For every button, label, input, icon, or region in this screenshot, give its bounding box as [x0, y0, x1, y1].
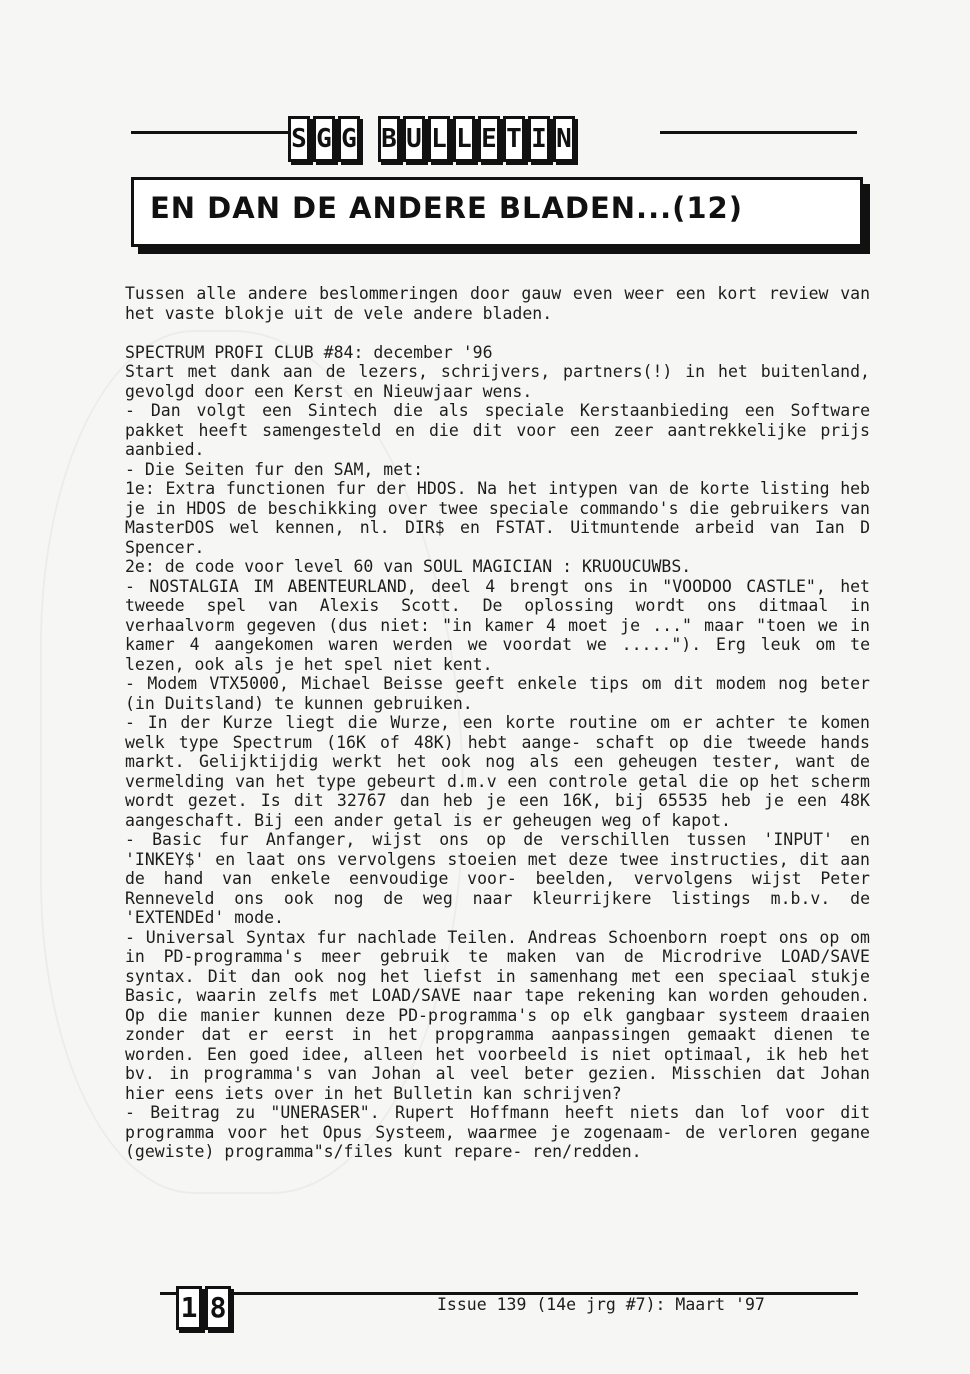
logo-letter: T — [503, 116, 525, 162]
issue-info: Issue 139 (14e jrg #7): Maart '97 — [437, 1295, 765, 1314]
paragraph: - NOSTALGIA IM ABENTEURLAND, deel 4 brengt ons in "VOODOO CASTLE", het tweede spel van Alexis Scott. De oplossing wordt ons ditmaal in verhaalvorm gegeven (dus niet: "in kamer 4 moet je ..." maar "toen we in kamer 4 aangekomen waren werden we voordat we ....."). Erg leuk om te lezen, ook als je het spel niet kent. — [125, 576, 870, 674]
paragraph: - Basic fur Anfanger, wijst ons op de verschillen tussen 'INPUT' en 'INKEY$' en laat ons vervolgens stoeien met deze twee instructies, dit aan de hand van enkele eenvoudige voor- beelden, vervolgens wijst Peter Renneveld ons ook nog de weg naar kleurrijkere listings m.b.v. de 'EXTENDEd' mode. — [125, 830, 870, 927]
logo-letter: N — [553, 116, 575, 162]
paragraph: - Beitrag zu "UNERASER". Rupert Hoffmann heeft niets dan lof voor dit programma voor het Opus Systeem, waarmee je zogenaam- de verloren gegane (gewiste) programma"s/files kunt repare- ren/redden. — [125, 1103, 870, 1161]
paragraph: 2e: de code voor level 60 van SOUL MAGICIAN : KRUOUCUWBS. — [125, 557, 692, 576]
bulletin-logo — [288, 116, 575, 162]
logo-letter: L — [428, 116, 450, 162]
paragraph: - Die Seiten fur den SAM, met: — [125, 459, 424, 479]
logo-letter: L — [453, 116, 475, 162]
logo-letter: G — [313, 116, 335, 162]
article-title: EN DAN DE ANDERE BLADEN...(12) — [150, 191, 743, 225]
logo-letter: I — [528, 116, 550, 162]
paragraph: 1e: Extra functionen fur der HDOS. Na het intypen van de korte listing heb je in HDOS de beschikking over twee speciale commando's die gebruikers van MasterDOS wel kennen, nl. DIR$ en FSTAT. Uitmuntende arbeid van Ian D Spencer. — [125, 479, 870, 557]
paragraph: - In der Kurze liegt die Wurze, een korte routine om er achter te komen welk type Spectrum (16K of 48K) hebt aange- schaft op die tweede hands markt. Gelijktijdig werkt het ook nog als een geheugen tester, want de vermelding van het type gebeurt d.m.v een controle getal die op het scherm wordt gezet. Is dit 32767 dan heb je een 16K, bij 65535 heb je een 48K aangeschaft. Bij een ander getal is er geheugen weg of kapot. — [125, 713, 870, 830]
logo-letter: B — [378, 116, 400, 162]
article-title-box — [131, 177, 863, 247]
paragraph: - Dan volgt een Sintech die als speciale Kerstaanbieding een Software pakket heeft samengesteld en die dit voor een zeer aantrekkelijke prijs aanbied. — [125, 401, 870, 459]
paragraph: - Modem VTX5000, Michael Beisse geeft enkele tips om dit modem nog beter (in Duitsland) te kunnen gebruiken. — [125, 674, 870, 713]
header-rule-right — [660, 131, 857, 134]
page-digit: 1 — [176, 1286, 202, 1330]
intro-paragraph: Tussen alle andere beslommeringen door gauw even weer een kort review van het vaste blokje uit de vele andere bladen. — [125, 284, 870, 323]
paragraph: - Universal Syntax fur nachlade Teilen. Andreas Schoenborn roept ons op om in PD-programma's meer gebruik te maken van de Microdrive LOAD/SAVE syntax. Dit dan ook nog het liefst in samenhang met een speciaal stukje Basic, waarin zelfs met LOAD/SAVE naar tape rekening kan worden gehouden. Op die manier kunnen deze PD-programma's op elk gangbaar systeem draaien zonder dat er eerst in het propgramma aanpassingen gemaakt dienen te worden. Een goed idee, alleen het voorbeeld is niet optimaal, ik heb het bv. in programma's van Johan al veel beter gezien. Misschien dat Johan hier eens iets over in het Bulletin kan schrijven? — [125, 927, 870, 1103]
page-number — [176, 1286, 231, 1330]
logo-letter: G — [338, 116, 360, 162]
paragraph: Start met dank aan de lezers, schrijvers, partners(!) in het buitenland, gevolgd door een Kerst en Nieuwjaar wens. — [125, 362, 870, 401]
logo-letter: U — [403, 116, 425, 162]
page-digit: 8 — [205, 1286, 231, 1330]
logo-letter: S — [288, 116, 310, 162]
section-heading: SPECTRUM PROFI CLUB #84: december '96 — [125, 342, 493, 362]
article-body — [125, 284, 870, 1162]
header-rule-left — [131, 131, 291, 134]
logo-letter: E — [478, 116, 500, 162]
